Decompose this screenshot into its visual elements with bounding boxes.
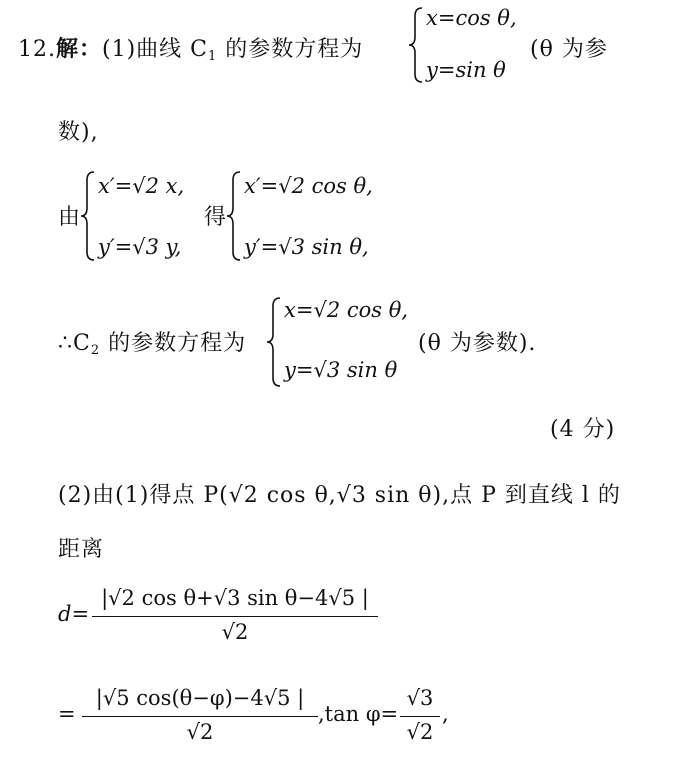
de-text: 得 [204, 205, 228, 230]
param-note-a: (θ 为参 [530, 37, 608, 62]
result-brace [226, 170, 242, 262]
c1-x-equation: x=cos θ, [426, 6, 517, 30]
result-eq1: x′=√2 cos θ, [244, 174, 373, 198]
c2-param-note: (θ 为参数). [418, 331, 537, 356]
c2-text: 的参数方程为 [100, 331, 247, 356]
part1-intro-2: 的参数方程为 [225, 37, 364, 62]
tan-end: , [442, 702, 449, 726]
simplified-numerator: |√5 cos(θ−φ)−4√5 | [95, 686, 305, 710]
c1-subscript: 1 [208, 49, 218, 64]
part1-intro: (1)曲线 C [102, 37, 209, 62]
simplified-denominator: √2 [186, 720, 214, 744]
tan-denominator: √2 [406, 720, 434, 744]
tan-text: ,tan φ= [318, 702, 399, 726]
distance-denominator: √2 [221, 620, 249, 644]
simplified-fraction [82, 686, 318, 750]
problem-number: 12. [18, 37, 56, 62]
c1-system-brace [408, 6, 424, 84]
c2-system-brace [266, 296, 282, 388]
solution-label: 解： [56, 36, 103, 62]
c2-prefix: ∴C [58, 331, 91, 356]
you-text: 由 [58, 205, 82, 230]
c2-y-equation: y=√3 sin θ [284, 358, 398, 382]
distance-fraction-bar [92, 616, 378, 617]
c1-y-equation: y=sin θ [426, 58, 506, 82]
transform-eq2: y′=√3 y, [98, 235, 182, 259]
c2-intro [58, 326, 246, 358]
distance-label: d= [58, 602, 90, 626]
param-note-b: 数), [58, 120, 99, 145]
simplified-fraction-bar [82, 716, 318, 717]
part2-line1: (2)由(1)得点 P(√2 cos θ,√3 sin θ),点 P 到直线 l 的 [58, 483, 621, 508]
c2-subscript: 2 [90, 343, 101, 358]
distance-fraction [92, 586, 378, 650]
transform-eq1: x′=√2 x, [98, 174, 185, 198]
equals-sign: = [58, 702, 76, 726]
transform-brace [80, 170, 96, 262]
distance-numerator: |√2 cos θ+√3 sin θ−4√5 | [101, 586, 369, 610]
problem-header [18, 32, 363, 64]
tan-fraction-bar [400, 716, 440, 717]
result-eq2: y′=√3 sin θ, [244, 235, 369, 259]
tan-numerator: √3 [406, 686, 434, 710]
c2-x-equation: x=√2 cos θ, [284, 298, 409, 322]
score-text: (4 分) [550, 417, 616, 442]
part2-line2: 距离 [58, 537, 105, 562]
tan-fraction [400, 686, 440, 750]
